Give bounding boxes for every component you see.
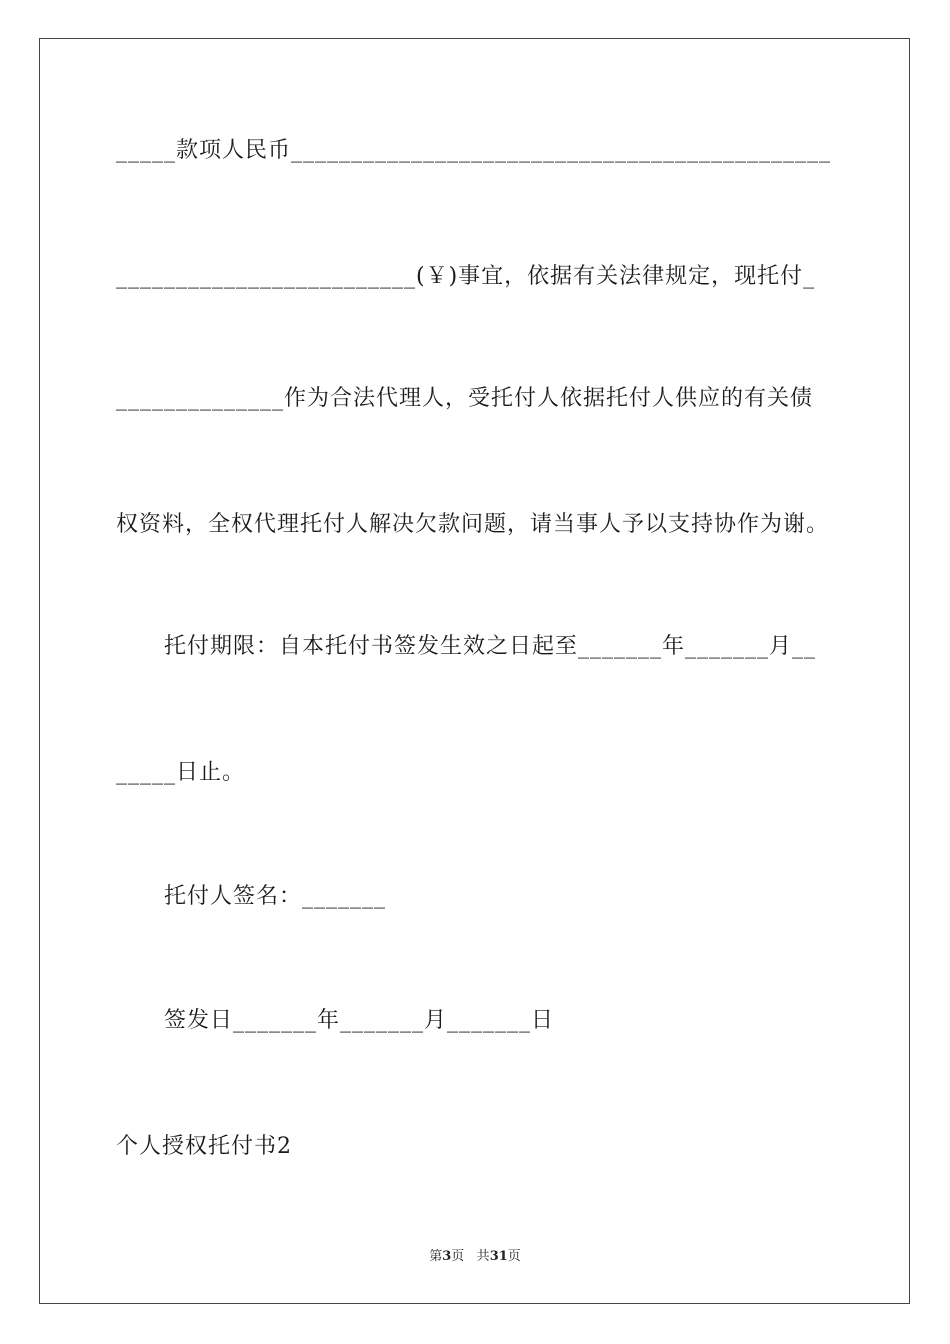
page-border (39, 38, 910, 1304)
total-prefix: 共 (476, 1249, 490, 1264)
term-line: 托付期限：自本托付书签发生效之日起至_______年_______月__ (164, 634, 817, 659)
text-line-3: ______________作为合法代理人，受托付人依据托付人供应的有关债 (116, 386, 814, 411)
page-prefix: 第 (429, 1249, 443, 1264)
text-line-1: _____款项人民币_____________________________________________ (116, 138, 832, 163)
signature-line: 托付人签名：_______ (164, 884, 387, 909)
total-suffix: 页 (507, 1249, 521, 1264)
page-suffix: 页 (451, 1249, 465, 1264)
section-heading: 个人授权托付书2 (116, 1134, 292, 1159)
term-end-line: _____日止。 (116, 760, 246, 785)
page-number: 3 (442, 1249, 452, 1264)
text-line-4: 权资料，全权代理托付人解决欠款问题，请当事人予以支持协作为谢。 (116, 512, 830, 537)
page-footer (0, 1248, 950, 1266)
text-line-2: _________________________(￥)事宜，依据有关法律规定，现托付_ (116, 264, 816, 289)
issue-date-line: 签发日_______年_______月_______日 (164, 1008, 555, 1033)
total-pages: 31 (489, 1249, 508, 1264)
